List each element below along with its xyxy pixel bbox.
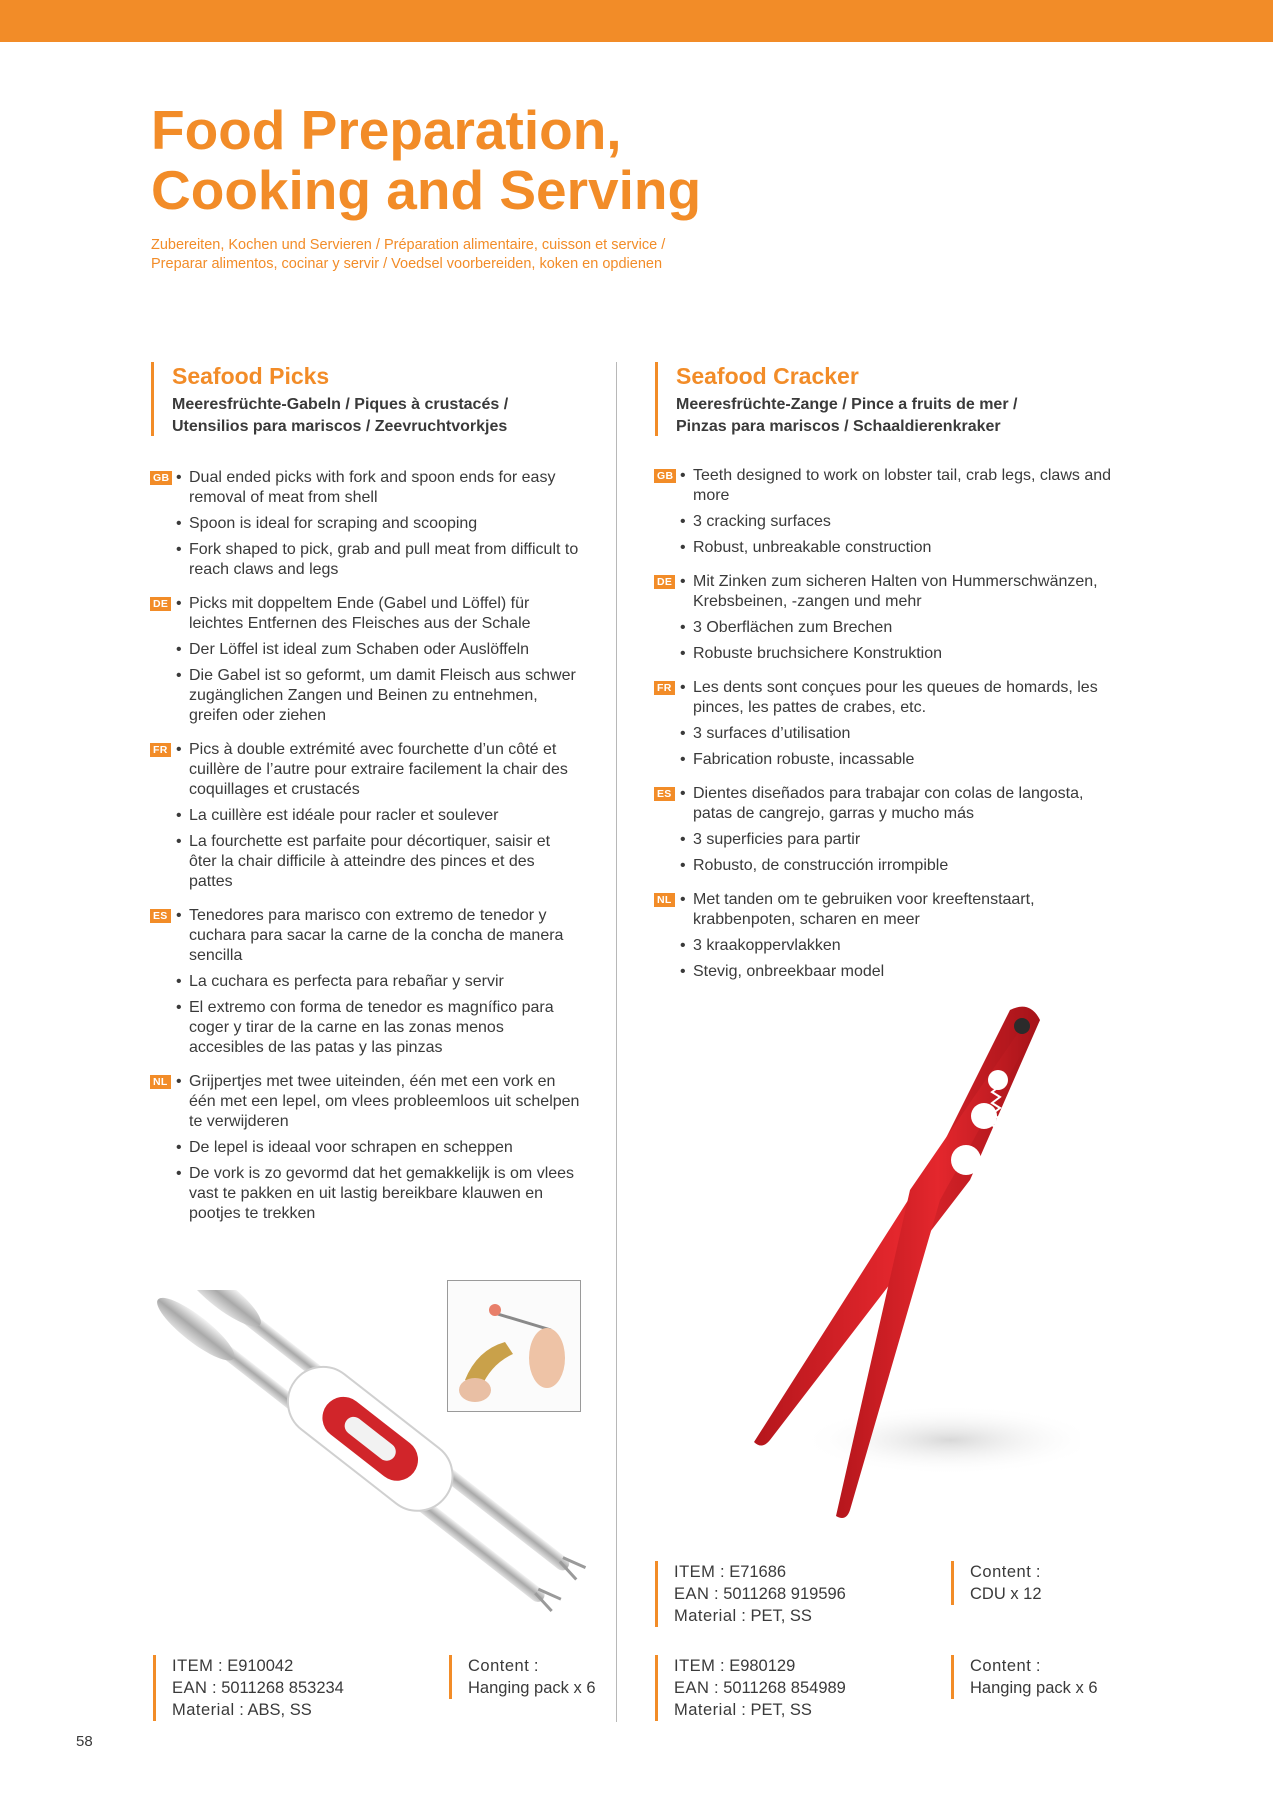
lang-tag-es: ES bbox=[150, 909, 171, 923]
material-label: Material bbox=[674, 1701, 737, 1719]
seafood-cracker-name: Seafood Cracker bbox=[676, 363, 859, 389]
lobster-icon bbox=[1012, 1186, 1036, 1234]
feature-bullet: • Teeth designed to work on lobster tail, crab legs, claws and more bbox=[693, 466, 1124, 506]
feature-bullet: • Robusto, de construcción irrompible bbox=[693, 856, 1124, 876]
content-value: CDU x 12 bbox=[970, 1585, 1042, 1603]
feature-bullet: • Robust, unbreakable construction bbox=[693, 538, 1124, 558]
lang-block-de bbox=[150, 594, 580, 726]
seafood-picks-name: Seafood Picks bbox=[172, 363, 330, 389]
lang-block-gb bbox=[150, 468, 580, 580]
lang-tag-nl: NL bbox=[150, 1075, 171, 1089]
seafood-picks-translations bbox=[172, 394, 508, 438]
lang-tag-fr: FR bbox=[654, 681, 675, 695]
picks-in-use-inset-photo bbox=[447, 1280, 581, 1412]
lang-tag-de: DE bbox=[150, 597, 171, 611]
lang-block-nl bbox=[654, 890, 1124, 982]
feature-bullet: • 3 cracking surfaces bbox=[693, 512, 1124, 532]
seafood-cracker-translation-line-1: Meeresfrüchte-Zange / Pince a fruits de mer / bbox=[676, 396, 1018, 413]
lang-tag-gb: GB bbox=[654, 469, 676, 483]
lang-block-fr bbox=[654, 678, 1124, 770]
feature-bullet: • De vork is zo gevormd dat het gemakkelijk is om vlees vast te pakken en uit lastig bereikbare klauwen en pootjes te trekken bbox=[189, 1164, 580, 1224]
lang-tag-nl: NL bbox=[654, 893, 675, 907]
seafood-cracker-translation-line-2: Pinzas para mariscos / Schaaldierenkraker bbox=[676, 418, 1001, 435]
page-subtitle-line-1: Zubereiten, Kochen und Servieren / Préparation alimentaire, cuisson et service / bbox=[151, 237, 666, 253]
content-label: Content bbox=[970, 1563, 1032, 1581]
material-value: PET, SS bbox=[750, 1701, 812, 1719]
cracker-brand-logo: Zyliss bbox=[867, 1153, 910, 1208]
feature-bullet: • Les dents sont conçues pour les queues de homards, les pinces, les pattes de crabes, etc. bbox=[693, 678, 1124, 718]
lang-block-es bbox=[654, 784, 1124, 876]
item-label: ITEM bbox=[674, 1657, 716, 1675]
seafood-picks-translation-line-1: Meeresfrüchte-Gabeln / Piques à crustacés / bbox=[172, 396, 509, 413]
lang-block-fr bbox=[150, 740, 580, 892]
seafood-cracker-content-block-b: Content : Hanging pack x 6 bbox=[951, 1655, 1098, 1699]
feature-bullet: • La cuillère est idéale pour racler et soulever bbox=[189, 806, 580, 826]
item-number: E71686 bbox=[729, 1563, 787, 1581]
page-title bbox=[151, 100, 701, 220]
material-label: Material bbox=[674, 1607, 737, 1625]
lang-tag-es: ES bbox=[654, 787, 675, 801]
feature-bullet: • De lepel is ideaal voor schrapen en scheppen bbox=[189, 1138, 580, 1158]
feature-bullet: • Fork shaped to pick, grab and pull meat from difficult to reach claws and legs bbox=[189, 540, 580, 580]
feature-bullet: • Picks mit doppeltem Ende (Gabel und Löffel) für leichtes Entfernen des Fleisches aus der Schale bbox=[189, 594, 580, 634]
feature-bullet: • Tenedores para marisco con extremo de tenedor y cuchara para sacar la carne de la concha de manera sencilla bbox=[189, 906, 580, 966]
seafood-picks-content-block: Content : Hanging pack x 6 bbox=[449, 1655, 596, 1699]
feature-bullet: • 3 kraakoppervlakken bbox=[693, 936, 1124, 956]
feature-bullet: • Grijpertjes met twee uiteinden, één met een vork en één met een lepel, om vlees probleemloos uit schelpen te verwijderen bbox=[189, 1072, 580, 1132]
lang-block-nl bbox=[150, 1072, 580, 1224]
feature-bullet: • 3 superficies para partir bbox=[693, 830, 1124, 850]
seafood-picks-features bbox=[150, 468, 580, 1238]
ean-label: EAN bbox=[674, 1679, 710, 1697]
feature-bullet: • Fabrication robuste, incassable bbox=[693, 750, 1124, 770]
page-number: 58 bbox=[76, 1733, 93, 1750]
lang-block-gb bbox=[654, 466, 1124, 558]
top-accent-bar bbox=[0, 0, 1273, 42]
lang-tag-de: DE bbox=[654, 575, 675, 589]
content-label: Content bbox=[468, 1657, 530, 1675]
ean-number: 5011268 854989 bbox=[723, 1679, 846, 1697]
feature-bullet: • El extremo con forma de tenedor es magnífico para coger y tirar de la carne en las zonas menos accesibles de las patas y las pinzas bbox=[189, 998, 580, 1058]
content-value: Hanging pack x 6 bbox=[468, 1679, 596, 1697]
feature-bullet: • Spoon is ideal for scraping and scooping bbox=[189, 514, 580, 534]
feature-bullet: • Dientes diseñados para trabajar con colas de langosta, patas de cangrejo, garras y mucho más bbox=[693, 784, 1124, 824]
material-value: ABS, SS bbox=[247, 1701, 312, 1719]
feature-bullet: • La fourchette est parfaite pour décortiquer, saisir et ôter la chair difficile à atteindre des pinces et des pattes bbox=[189, 832, 580, 892]
ean-label: EAN bbox=[674, 1585, 710, 1603]
seafood-cracker-photo bbox=[740, 1000, 1080, 1540]
page-title-line-2: Cooking and Serving bbox=[151, 159, 702, 221]
lang-tag-gb: GB bbox=[150, 471, 172, 485]
seafood-cracker-translations bbox=[676, 394, 1017, 438]
item-label: ITEM bbox=[172, 1657, 214, 1675]
lang-tag-fr: FR bbox=[150, 743, 171, 757]
feature-bullet: • Dual ended picks with fork and spoon ends for easy removal of meat from shell bbox=[189, 468, 580, 508]
lang-block-de bbox=[654, 572, 1124, 664]
seafood-picks-heading bbox=[151, 362, 508, 436]
seafood-cracker-features bbox=[654, 466, 1124, 996]
seafood-cracker-heading bbox=[655, 362, 1017, 436]
seafood-cracker-info-block-a: ITEM : E71686 EAN : 5011268 919596 Material : PET, SS bbox=[655, 1561, 846, 1627]
page-subtitle bbox=[151, 236, 665, 274]
feature-bullet: • Stevig, onbreekbaar model bbox=[693, 962, 1124, 982]
material-value: PET, SS bbox=[750, 1607, 812, 1625]
feature-bullet: • Robuste bruchsichere Konstruktion bbox=[693, 644, 1124, 664]
seafood-picks-translation-line-2: Utensilios para mariscos / Zeevruchtvorkjes bbox=[172, 418, 508, 435]
feature-bullet: • Pics à double extrémité avec fourchette d’un côté et cuillère de l’autre pour extraire facilement la chair des coquillages et crustacés bbox=[189, 740, 580, 800]
item-number: E980129 bbox=[729, 1657, 796, 1675]
item-label: ITEM bbox=[674, 1563, 716, 1581]
feature-bullet: • 3 Oberflächen zum Brechen bbox=[693, 618, 1124, 638]
content-label: Content bbox=[970, 1657, 1032, 1675]
feature-bullet: • 3 surfaces d’utilisation bbox=[693, 724, 1124, 744]
feature-bullet: • Met tanden om te gebruiken voor kreeftenstaart, krabbenpoten, scharen en meer bbox=[693, 890, 1124, 930]
material-label: Material bbox=[172, 1701, 235, 1719]
item-number: E910042 bbox=[227, 1657, 294, 1675]
seafood-cracker-content-block-a: Content : CDU x 12 bbox=[951, 1561, 1042, 1605]
feature-bullet: • La cuchara es perfecta para rebañar y servir bbox=[189, 972, 580, 992]
feature-bullet: • Die Gabel ist so geformt, um damit Fleisch aus schwer zugänglichen Zangen und Beinen zu entnehmen, greifen oder ziehen bbox=[189, 666, 580, 726]
page-title-line-1: Food Preparation, bbox=[151, 99, 622, 161]
ean-number: 5011268 919596 bbox=[723, 1585, 846, 1603]
column-divider bbox=[616, 362, 617, 1722]
feature-bullet: • Der Löffel ist ideal zum Schaben oder Auslöffeln bbox=[189, 640, 580, 660]
feature-bullet: • Mit Zinken zum sicheren Halten von Hummerschwänzen, Krebsbeinen, -zangen und mehr bbox=[693, 572, 1124, 612]
seafood-cracker-info-block-b: ITEM : E980129 EAN : 5011268 854989 Material : PET, SS bbox=[655, 1655, 846, 1721]
ean-label: EAN bbox=[172, 1679, 208, 1697]
lang-block-es bbox=[150, 906, 580, 1058]
seafood-picks-info-block: ITEM : E910042 EAN : 5011268 853234 Material : ABS, SS bbox=[153, 1655, 344, 1721]
page-subtitle-line-2: Preparar alimentos, cocinar y servir / Voedsel voorbereiden, koken en opdienen bbox=[151, 256, 663, 272]
ean-number: 5011268 853234 bbox=[221, 1679, 344, 1697]
content-value: Hanging pack x 6 bbox=[970, 1679, 1098, 1697]
